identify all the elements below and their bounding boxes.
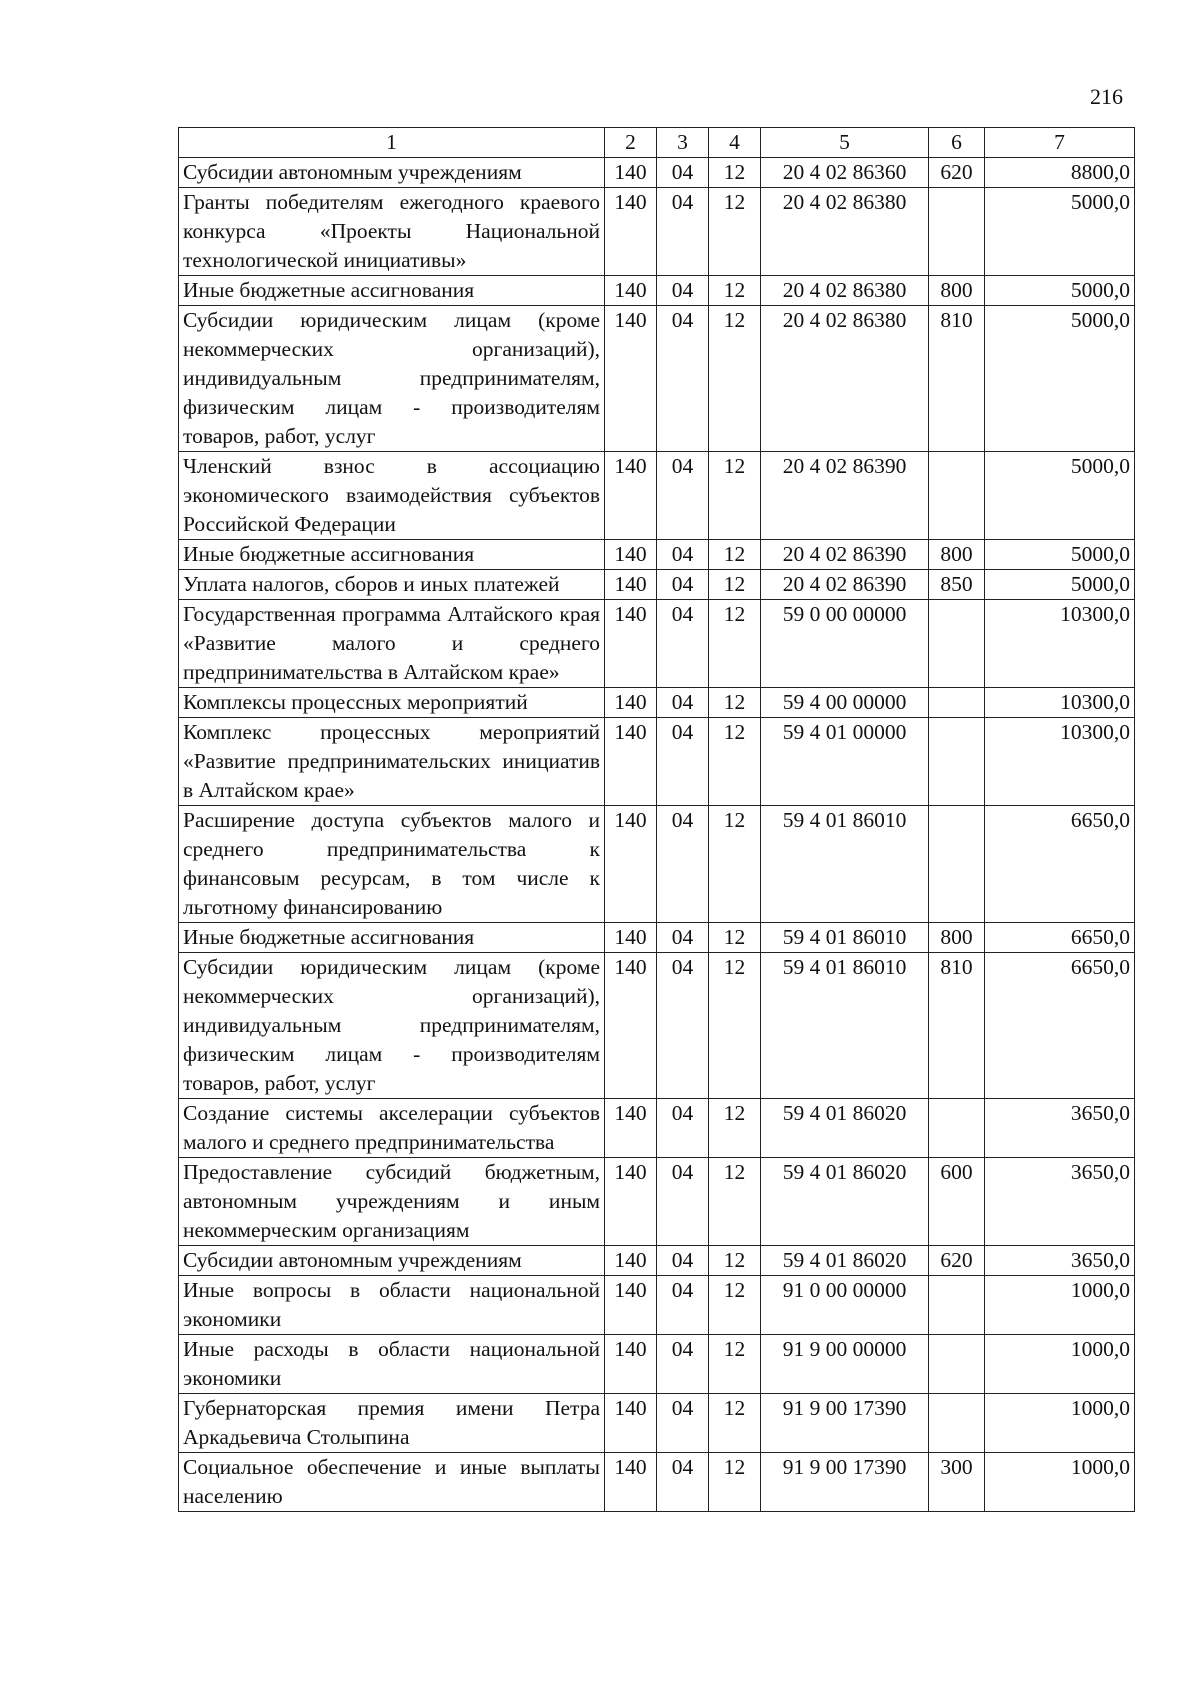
expense-name-cell: Комплекс процессных мероприятий «Развитие предпринимательских инициатив в Алтайском крае» [179, 718, 605, 806]
amount-cell: 5000,0 [985, 540, 1135, 570]
amount-cell: 1000,0 [985, 1276, 1135, 1335]
target-article-cell: 59 4 00 00000 [761, 688, 929, 718]
expense-name-cell: Комплексы процессных мероприятий [179, 688, 605, 718]
expense-type-cell [929, 452, 985, 540]
table-row [179, 806, 1135, 923]
column-header: 4 [709, 128, 761, 158]
table-row [179, 718, 1135, 806]
section-code-cell: 04 [657, 452, 709, 540]
section-code-cell: 04 [657, 188, 709, 276]
amount-cell: 3650,0 [985, 1246, 1135, 1276]
section-code-cell: 04 [657, 1276, 709, 1335]
page-number: 216 [1090, 84, 1123, 109]
subsection-code-cell: 12 [709, 806, 761, 923]
expense-name-cell: Предоставление субсидий бюджетным, автономным учреждениям и иным некоммерческим организациям [179, 1158, 605, 1246]
expense-type-cell: 800 [929, 540, 985, 570]
expense-name-cell: Расширение доступа субъектов малого и среднего предпринимательства к финансовым ресурсам, в том числе к льготному финансированию [179, 806, 605, 923]
ministry-code-cell: 140 [605, 1335, 657, 1394]
expense-type-cell: 800 [929, 923, 985, 953]
table-row [179, 452, 1135, 540]
column-header: 5 [761, 128, 929, 158]
amount-cell: 6650,0 [985, 806, 1135, 923]
subsection-code-cell: 12 [709, 306, 761, 452]
target-article-cell: 91 0 00 00000 [761, 1276, 929, 1335]
subsection-code-cell: 12 [709, 600, 761, 688]
target-article-cell: 59 4 01 86020 [761, 1158, 929, 1246]
expense-name-cell: Членский взнос в ассоциацию экономического взаимодействия субъектов Российской Федерации [179, 452, 605, 540]
ministry-code-cell: 140 [605, 1276, 657, 1335]
table-row [179, 600, 1135, 688]
target-article-cell: 20 4 02 86390 [761, 452, 929, 540]
expense-type-cell [929, 1276, 985, 1335]
section-code-cell: 04 [657, 1246, 709, 1276]
expense-name-cell: Субсидии автономным учреждениям [179, 158, 605, 188]
ministry-code-cell: 140 [605, 806, 657, 923]
target-article-cell: 91 9 00 17390 [761, 1453, 929, 1512]
subsection-code-cell: 12 [709, 570, 761, 600]
expense-name-cell: Государственная программа Алтайского края «Развитие малого и среднего предпринимательства в Алтайском крае» [179, 600, 605, 688]
column-header: 1 [179, 128, 605, 158]
expense-name-cell: Иные расходы в области национальной экономики [179, 1335, 605, 1394]
subsection-code-cell: 12 [709, 1394, 761, 1453]
section-code-cell: 04 [657, 1099, 709, 1158]
target-article-cell: 20 4 02 86360 [761, 158, 929, 188]
section-code-cell: 04 [657, 923, 709, 953]
target-article-cell: 91 9 00 00000 [761, 1335, 929, 1394]
amount-cell: 6650,0 [985, 953, 1135, 1099]
subsection-code-cell: 12 [709, 452, 761, 540]
expense-name-cell: Уплата налогов, сборов и иных платежей [179, 570, 605, 600]
table-row [179, 276, 1135, 306]
expense-type-cell [929, 688, 985, 718]
ministry-code-cell: 140 [605, 188, 657, 276]
table-row [179, 1099, 1135, 1158]
subsection-code-cell: 12 [709, 1453, 761, 1512]
ministry-code-cell: 140 [605, 953, 657, 1099]
table-row [179, 158, 1135, 188]
subsection-code-cell: 12 [709, 923, 761, 953]
column-header: 3 [657, 128, 709, 158]
expense-type-cell: 620 [929, 158, 985, 188]
amount-cell: 3650,0 [985, 1158, 1135, 1246]
section-code-cell: 04 [657, 688, 709, 718]
subsection-code-cell: 12 [709, 158, 761, 188]
expense-name-cell: Субсидии автономным учреждениям [179, 1246, 605, 1276]
ministry-code-cell: 140 [605, 1394, 657, 1453]
ministry-code-cell: 140 [605, 452, 657, 540]
column-header: 6 [929, 128, 985, 158]
table-body [179, 158, 1135, 1512]
ministry-code-cell: 140 [605, 718, 657, 806]
section-code-cell: 04 [657, 1335, 709, 1394]
target-article-cell: 20 4 02 86380 [761, 306, 929, 452]
amount-cell: 5000,0 [985, 452, 1135, 540]
section-code-cell: 04 [657, 1158, 709, 1246]
amount-cell: 5000,0 [985, 188, 1135, 276]
amount-cell: 5000,0 [985, 570, 1135, 600]
amount-cell: 1000,0 [985, 1335, 1135, 1394]
table-row [179, 688, 1135, 718]
expense-name-cell: Субсидии юридическим лицам (кроме некоммерческих организаций), индивидуальным предпринимателям, физическим лицам - производителям товаров, работ, услуг [179, 953, 605, 1099]
section-code-cell: 04 [657, 953, 709, 1099]
amount-cell: 10300,0 [985, 600, 1135, 688]
expense-type-cell [929, 1335, 985, 1394]
expense-type-cell: 800 [929, 276, 985, 306]
expense-type-cell [929, 1099, 985, 1158]
subsection-code-cell: 12 [709, 1099, 761, 1158]
expense-name-cell: Губернаторская премия имени Петра Аркадьевича Столыпина [179, 1394, 605, 1453]
table-row [179, 570, 1135, 600]
expense-type-cell: 300 [929, 1453, 985, 1512]
subsection-code-cell: 12 [709, 276, 761, 306]
expense-name-cell: Гранты победителям ежегодного краевого конкурса «Проекты Национальной технологической инициативы» [179, 188, 605, 276]
expense-name-cell: Субсидии юридическим лицам (кроме некоммерческих организаций), индивидуальным предпринимателям, физическим лицам - производителям товаров, работ, услуг [179, 306, 605, 452]
amount-cell: 8800,0 [985, 158, 1135, 188]
ministry-code-cell: 140 [605, 600, 657, 688]
target-article-cell: 20 4 02 86380 [761, 188, 929, 276]
budget-table [178, 127, 1135, 1512]
expense-type-cell [929, 600, 985, 688]
ministry-code-cell: 140 [605, 1453, 657, 1512]
column-header: 7 [985, 128, 1135, 158]
subsection-code-cell: 12 [709, 1276, 761, 1335]
amount-cell: 1000,0 [985, 1394, 1135, 1453]
subsection-code-cell: 12 [709, 1246, 761, 1276]
ministry-code-cell: 140 [605, 276, 657, 306]
amount-cell: 6650,0 [985, 923, 1135, 953]
expense-type-cell [929, 718, 985, 806]
section-code-cell: 04 [657, 1453, 709, 1512]
expense-type-cell: 810 [929, 306, 985, 452]
table-row [179, 540, 1135, 570]
target-article-cell: 59 4 01 86020 [761, 1246, 929, 1276]
expense-type-cell: 600 [929, 1158, 985, 1246]
target-article-cell: 59 0 00 00000 [761, 600, 929, 688]
column-header: 2 [605, 128, 657, 158]
expense-name-cell: Иные бюджетные ассигнования [179, 923, 605, 953]
table-row [179, 953, 1135, 1099]
section-code-cell: 04 [657, 540, 709, 570]
expense-type-cell [929, 1394, 985, 1453]
table-row [179, 1453, 1135, 1512]
subsection-code-cell: 12 [709, 1158, 761, 1246]
amount-cell: 5000,0 [985, 306, 1135, 452]
subsection-code-cell: 12 [709, 688, 761, 718]
ministry-code-cell: 140 [605, 1246, 657, 1276]
expense-name-cell: Иные бюджетные ассигнования [179, 276, 605, 306]
target-article-cell: 59 4 01 86010 [761, 953, 929, 1099]
subsection-code-cell: 12 [709, 1335, 761, 1394]
ministry-code-cell: 140 [605, 923, 657, 953]
expense-name-cell: Иные бюджетные ассигнования [179, 540, 605, 570]
target-article-cell: 59 4 01 86010 [761, 923, 929, 953]
target-article-cell: 59 4 01 86020 [761, 1099, 929, 1158]
target-article-cell: 91 9 00 17390 [761, 1394, 929, 1453]
expense-name-cell: Создание системы акселерации субъектов малого и среднего предпринимательства [179, 1099, 605, 1158]
ministry-code-cell: 140 [605, 158, 657, 188]
section-code-cell: 04 [657, 570, 709, 600]
subsection-code-cell: 12 [709, 188, 761, 276]
section-code-cell: 04 [657, 276, 709, 306]
amount-cell: 5000,0 [985, 276, 1135, 306]
amount-cell: 3650,0 [985, 1099, 1135, 1158]
subsection-code-cell: 12 [709, 540, 761, 570]
section-code-cell: 04 [657, 600, 709, 688]
expense-type-cell: 620 [929, 1246, 985, 1276]
target-article-cell: 20 4 02 86390 [761, 570, 929, 600]
amount-cell: 10300,0 [985, 718, 1135, 806]
expense-type-cell: 810 [929, 953, 985, 1099]
table-row [179, 188, 1135, 276]
ministry-code-cell: 140 [605, 570, 657, 600]
expense-type-cell [929, 806, 985, 923]
table-row [179, 923, 1135, 953]
table-row [179, 1158, 1135, 1246]
ministry-code-cell: 140 [605, 1099, 657, 1158]
table-header-row [179, 128, 1135, 158]
section-code-cell: 04 [657, 158, 709, 188]
table-row [179, 1246, 1135, 1276]
amount-cell: 1000,0 [985, 1453, 1135, 1512]
expense-type-cell: 850 [929, 570, 985, 600]
section-code-cell: 04 [657, 806, 709, 923]
target-article-cell: 59 4 01 86010 [761, 806, 929, 923]
ministry-code-cell: 140 [605, 306, 657, 452]
table-row [179, 1335, 1135, 1394]
expense-name-cell: Социальное обеспечение и иные выплаты населению [179, 1453, 605, 1512]
table-row [179, 306, 1135, 452]
ministry-code-cell: 140 [605, 540, 657, 570]
subsection-code-cell: 12 [709, 953, 761, 1099]
amount-cell: 10300,0 [985, 688, 1135, 718]
target-article-cell: 20 4 02 86390 [761, 540, 929, 570]
ministry-code-cell: 140 [605, 1158, 657, 1246]
expense-type-cell [929, 188, 985, 276]
section-code-cell: 04 [657, 718, 709, 806]
table-row [179, 1394, 1135, 1453]
ministry-code-cell: 140 [605, 688, 657, 718]
expense-name-cell: Иные вопросы в области национальной экономики [179, 1276, 605, 1335]
section-code-cell: 04 [657, 1394, 709, 1453]
target-article-cell: 59 4 01 00000 [761, 718, 929, 806]
subsection-code-cell: 12 [709, 718, 761, 806]
table-row [179, 1276, 1135, 1335]
section-code-cell: 04 [657, 306, 709, 452]
target-article-cell: 20 4 02 86380 [761, 276, 929, 306]
